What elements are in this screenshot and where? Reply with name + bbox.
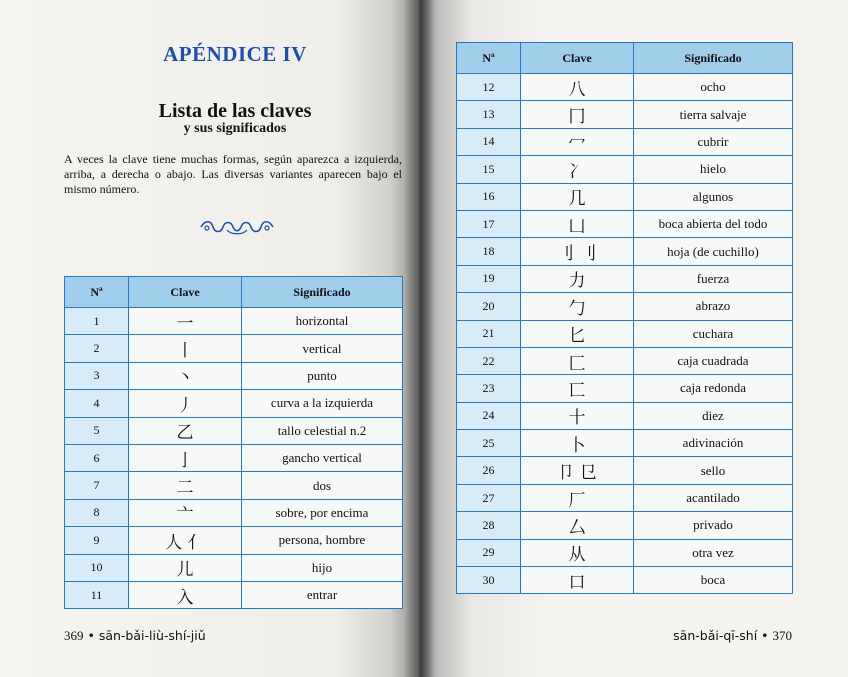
table-row: [457, 183, 793, 210]
row-number: 17: [457, 210, 521, 237]
table-row: [65, 499, 403, 526]
radical-glyph: 人 亻: [129, 527, 242, 554]
table-row: [65, 335, 403, 362]
radical-glyph: 匕: [521, 320, 634, 347]
table-row: [457, 238, 793, 265]
radical-glyph: 一: [129, 308, 242, 335]
row-number: 5: [65, 417, 129, 444]
row-number: 18: [457, 238, 521, 265]
radical-glyph: 勹: [521, 293, 634, 320]
row-number: 20: [457, 293, 521, 320]
table-row: [457, 210, 793, 237]
column-header-num: Nª: [65, 277, 129, 308]
radical-glyph: 十: [521, 402, 634, 429]
radical-meaning: curva a la izquierda: [242, 390, 403, 417]
table-row: [457, 265, 793, 292]
column-header-clave: Clave: [129, 277, 242, 308]
table-row: [65, 527, 403, 554]
radical-glyph: 从: [521, 539, 634, 566]
row-number: 14: [457, 128, 521, 155]
table-row: [457, 101, 793, 128]
column-header-significado: Significado: [242, 277, 403, 308]
radical-meaning: privado: [634, 512, 793, 539]
radical-glyph: 冂: [521, 101, 634, 128]
page-pinyin-left: sān-bǎi-liù-shí-jiǔ: [98, 628, 206, 643]
table-row: [457, 156, 793, 183]
radical-glyph: 丿: [129, 390, 242, 417]
row-number: 15: [457, 156, 521, 183]
appendix-title: APÉNDICE IV: [163, 42, 307, 66]
row-number: 23: [457, 375, 521, 402]
row-number: 9: [65, 527, 129, 554]
radical-glyph: 厂: [521, 484, 634, 511]
main-title: Lista de las claves: [158, 100, 312, 122]
row-number: 6: [65, 444, 129, 471]
table-row: [65, 554, 403, 581]
row-number: 12: [457, 74, 521, 101]
radical-meaning: acantilado: [634, 484, 793, 511]
table-row: [65, 362, 403, 389]
radical-glyph: 乙: [129, 417, 242, 444]
radical-meaning: entrar: [242, 581, 403, 608]
intro-paragraph: A veces la clave tiene muchas formas, según aparezca a izquierda, arriba, a derecha o abajo. Las diversas variantes aparecen bajo el mismo número.: [64, 152, 402, 196]
footer-separator: •: [83, 628, 99, 643]
row-number: 21: [457, 320, 521, 347]
radical-glyph: 几: [521, 183, 634, 210]
table-row: [65, 444, 403, 471]
table-header: [457, 43, 793, 74]
table-row: [457, 567, 793, 594]
radical-meaning: sello: [634, 457, 793, 484]
radical-glyph: 卩 㔾: [521, 457, 634, 484]
radical-meaning: tallo celestial n.2: [242, 417, 403, 444]
radical-meaning: cuchara: [634, 320, 793, 347]
radical-glyph: 入: [129, 581, 242, 608]
table-row: [457, 402, 793, 429]
radical-meaning: diez: [634, 402, 793, 429]
radical-glyph: 刂 刂: [521, 238, 634, 265]
radical-glyph: 丨: [129, 335, 242, 362]
radical-meaning: adivinación: [634, 430, 793, 457]
radical-glyph: 亅: [129, 444, 242, 471]
radical-glyph: 卜: [521, 430, 634, 457]
table-row: [457, 347, 793, 374]
row-number: 2: [65, 335, 129, 362]
row-number: 29: [457, 539, 521, 566]
column-header-num: Nª: [457, 43, 521, 74]
radical-glyph: 八: [521, 74, 634, 101]
radicals-table-right: [456, 42, 793, 594]
radical-meaning: cubrir: [634, 128, 793, 155]
radical-meaning: caja redonda: [634, 375, 793, 402]
row-number: 7: [65, 472, 129, 499]
radical-glyph: 亠: [129, 499, 242, 526]
table-row: [457, 457, 793, 484]
footer-left: [64, 628, 206, 644]
radical-meaning: punto: [242, 362, 403, 389]
table-row: [65, 472, 403, 499]
radical-meaning: sobre, por encima: [242, 499, 403, 526]
radical-meaning: persona, hombre: [242, 527, 403, 554]
book-gutter: [404, 0, 434, 677]
radical-glyph: 二: [129, 472, 242, 499]
radical-meaning: algunos: [634, 183, 793, 210]
row-number: 11: [65, 581, 129, 608]
row-number: 19: [457, 265, 521, 292]
page-number-left: 369: [64, 628, 84, 643]
table-header: [65, 277, 403, 308]
row-number: 1: [65, 308, 129, 335]
row-number: 10: [65, 554, 129, 581]
radical-glyph: 力: [521, 265, 634, 292]
radical-meaning: tierra salvaje: [634, 101, 793, 128]
radical-meaning: caja cuadrada: [634, 347, 793, 374]
radical-glyph: 儿: [129, 554, 242, 581]
radical-meaning: ocho: [634, 74, 793, 101]
table-row: [65, 417, 403, 444]
radical-glyph: 冫: [521, 156, 634, 183]
page-number-right: 370: [772, 628, 792, 643]
table-row: [457, 293, 793, 320]
column-header-significado: Significado: [634, 43, 793, 74]
row-number: 26: [457, 457, 521, 484]
radical-meaning: dos: [242, 472, 403, 499]
table-row: [457, 128, 793, 155]
table-row: [457, 430, 793, 457]
radical-glyph: 凵: [521, 210, 634, 237]
row-number: 13: [457, 101, 521, 128]
row-number: 25: [457, 430, 521, 457]
radical-glyph: 冖: [521, 128, 634, 155]
radical-glyph: 口: [521, 567, 634, 594]
table-row: [457, 484, 793, 511]
radical-meaning: vertical: [242, 335, 403, 362]
radical-meaning: fuerza: [634, 265, 793, 292]
row-number: 30: [457, 567, 521, 594]
row-number: 27: [457, 484, 521, 511]
row-number: 22: [457, 347, 521, 374]
subtitle: y sus significados: [183, 121, 287, 136]
radical-meaning: hielo: [634, 156, 793, 183]
radical-meaning: gancho vertical: [242, 444, 403, 471]
table-row: [65, 581, 403, 608]
radical-meaning: hoja (de cuchillo): [634, 238, 793, 265]
page-pinyin-right: sān-bǎi-qī-shí: [673, 628, 758, 643]
radical-meaning: boca: [634, 567, 793, 594]
row-number: 24: [457, 402, 521, 429]
row-number: 4: [65, 390, 129, 417]
table-row: [457, 539, 793, 566]
radical-meaning: otra vez: [634, 539, 793, 566]
radicals-table-left: [64, 276, 403, 609]
table-row: [457, 512, 793, 539]
table-row: [457, 320, 793, 347]
row-number: 8: [65, 499, 129, 526]
radical-glyph: 匚: [521, 347, 634, 374]
table-row: [65, 390, 403, 417]
radical-glyph: 匸: [521, 375, 634, 402]
row-number: 28: [457, 512, 521, 539]
column-header-clave: Clave: [521, 43, 634, 74]
radical-meaning: hijo: [242, 554, 403, 581]
radical-meaning: horizontal: [242, 308, 403, 335]
table-row: [65, 308, 403, 335]
footer-right: [673, 628, 792, 644]
table-row: [457, 74, 793, 101]
radical-meaning: abrazo: [634, 293, 793, 320]
table-row: [457, 375, 793, 402]
row-number: 3: [65, 362, 129, 389]
row-number: 16: [457, 183, 521, 210]
radical-meaning: boca abierta del todo: [634, 210, 793, 237]
radical-glyph: 厶: [521, 512, 634, 539]
radical-glyph: 丶: [129, 362, 242, 389]
decorative-flourish-icon: [197, 218, 277, 236]
footer-separator: •: [757, 628, 773, 643]
